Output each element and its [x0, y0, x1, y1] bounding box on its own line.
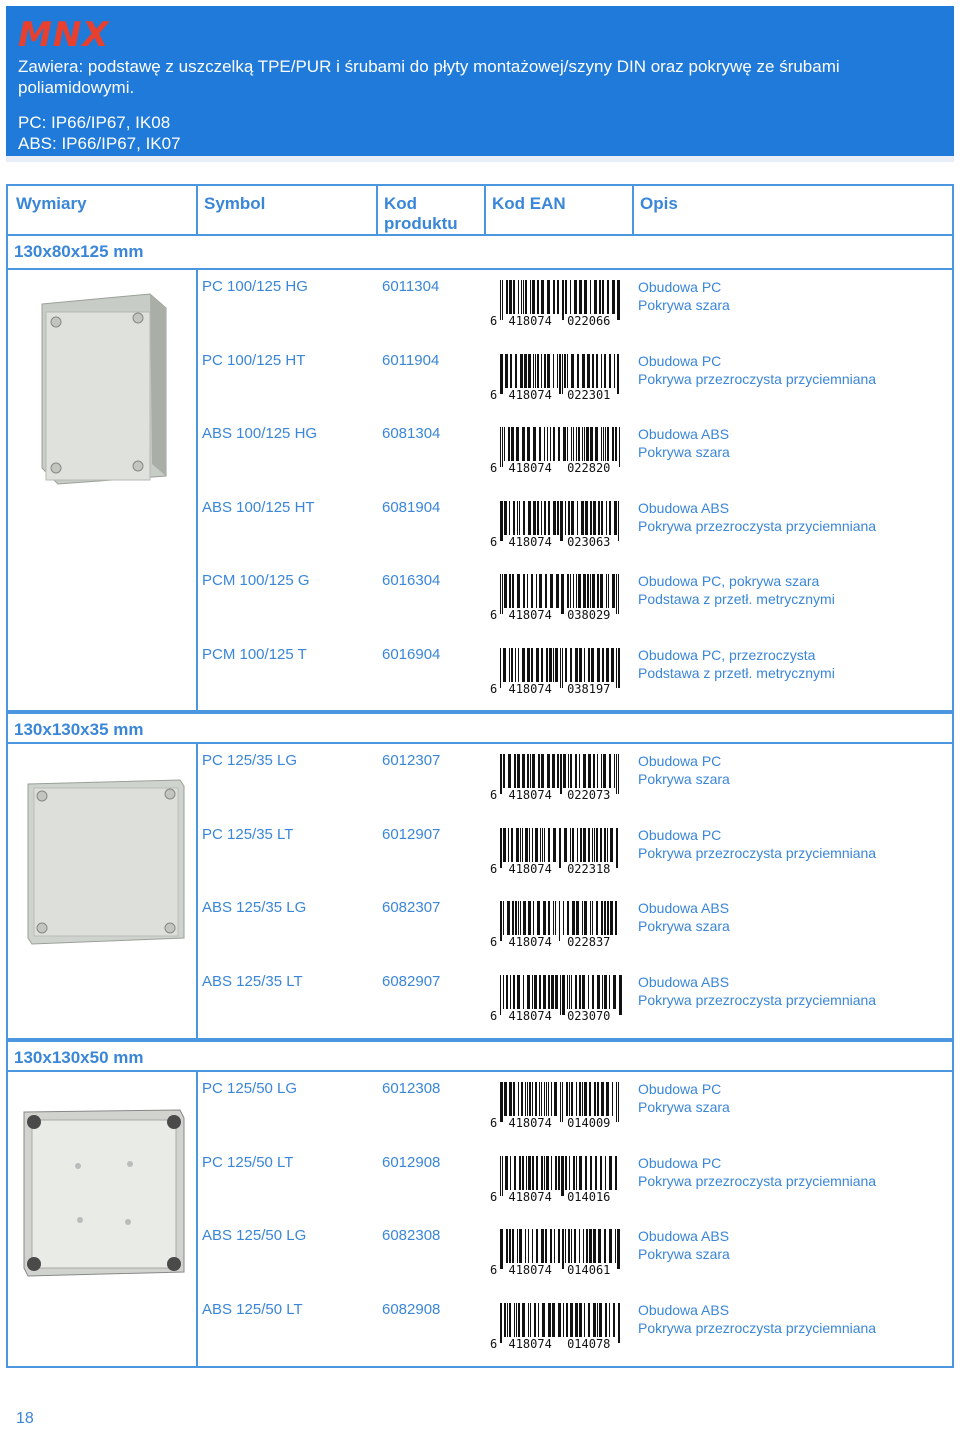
ean-digit-first: 6	[490, 861, 498, 876]
page-number: 18	[16, 1410, 34, 1427]
ean-digits-left: 418074	[508, 1008, 552, 1023]
product-description	[638, 278, 730, 314]
table-row	[196, 417, 952, 491]
ean-digits-left: 418074	[508, 861, 552, 876]
table-row	[196, 744, 952, 818]
product-symbol: ABS 100/125 HG	[202, 425, 318, 443]
ean-barcode	[490, 572, 626, 624]
description-line-2: Pokrywa przezroczysta przyciemniana	[638, 517, 877, 534]
table-row	[196, 965, 952, 1039]
brand-title: MNX	[18, 15, 110, 55]
ean-digits-right: 014078	[567, 1336, 611, 1351]
product-code: 6082907	[382, 972, 441, 990]
column-symbol-label: Symbol	[204, 194, 266, 213]
description-line-2: Pokrywa przezroczysta przyciemniana	[638, 370, 877, 387]
product-symbol: ABS 125/35 LG	[202, 899, 307, 917]
description-line-2: Podstawa z przetł. metrycznymi	[638, 665, 835, 681]
ean-barcode	[490, 352, 626, 404]
column-header-desc	[632, 184, 954, 236]
ean-digit-first: 6	[490, 534, 498, 549]
product-symbol: PCM 100/125 G	[202, 572, 310, 590]
table-row	[196, 491, 952, 565]
product-symbol: PC 125/35 LG	[202, 752, 298, 769]
ean-digit-first: 6	[490, 1116, 498, 1130]
product-description	[638, 826, 876, 862]
table-row	[196, 1293, 952, 1367]
description-line-1: Obudowa PC	[638, 352, 722, 369]
ean-digit-first: 6	[490, 1263, 498, 1278]
column-ean-label: Kod EAN	[492, 194, 566, 213]
description-line-2: Pokrywa szara	[638, 771, 730, 787]
enclosure-flat-image	[24, 778, 188, 946]
ean-digits-right: 022837	[567, 935, 611, 950]
product-code: 6012307	[382, 752, 441, 769]
ean-digit-first: 6	[490, 1336, 498, 1351]
product-symbol: PCM 100/125 T	[202, 646, 307, 663]
product-code: 6082307	[382, 899, 441, 917]
ean-digits-right: 022066	[567, 314, 611, 328]
ean-barcode	[490, 278, 626, 330]
description-line-1: Obudowa ABS	[638, 426, 730, 443]
description-line-1: Obudowa PC	[638, 1154, 722, 1171]
ean-digits-left: 418074	[508, 534, 552, 549]
product-description	[638, 1154, 876, 1190]
ean-digit-first: 6	[490, 1008, 498, 1023]
product-code: 6011304	[382, 278, 440, 295]
ean-digits-right: 023070	[567, 1008, 611, 1023]
table-row	[196, 344, 952, 418]
table-row	[196, 1219, 952, 1293]
column-code-label: Kod produktu	[384, 194, 458, 233]
ean-digit-first: 6	[490, 314, 498, 328]
table-row	[196, 638, 952, 712]
product-description	[638, 646, 835, 682]
description-line-1: Obudowa PC, przezroczysta	[638, 647, 816, 663]
table-row	[196, 818, 952, 892]
ean-barcode	[490, 752, 626, 804]
description-line-1: Obudowa PC, pokrywa szara	[638, 573, 820, 590]
ean-digit-first: 6	[490, 682, 498, 696]
ean-digits-left: 418074	[508, 1336, 552, 1351]
header-banner	[6, 6, 954, 162]
ean-barcode	[490, 1227, 626, 1279]
ean-digit-first: 6	[490, 461, 498, 476]
description-line-1: Obudowa ABS	[638, 1301, 730, 1318]
ean-digit-first: 6	[490, 935, 498, 950]
product-description	[638, 572, 835, 608]
ean-barcode	[490, 1154, 626, 1206]
product-description	[638, 899, 730, 935]
product-description	[638, 1227, 730, 1263]
product-symbol: ABS 100/125 HT	[202, 498, 315, 516]
description-line-1: Obudowa PC	[638, 279, 722, 295]
product-description	[638, 973, 876, 1009]
product-code: 6081304	[382, 425, 441, 443]
description-line-2: Pokrywa szara	[638, 918, 730, 935]
product-description	[638, 499, 876, 535]
ean-barcode	[490, 499, 626, 551]
section-label	[6, 1040, 954, 1072]
description-line-1: Obudowa PC	[638, 826, 722, 843]
product-code: 6082908	[382, 1300, 441, 1318]
ean-digits-left: 418074	[508, 608, 552, 623]
header-line-2: poliamidowymi.	[18, 78, 135, 97]
table-row	[196, 891, 952, 965]
product-code: 6012908	[382, 1153, 441, 1171]
description-line-2: Pokrywa szara	[638, 297, 730, 313]
product-symbol: PC 125/35 LT	[202, 825, 294, 843]
ean-digits-left: 418074	[508, 387, 552, 402]
ean-digits-left: 418074	[508, 1263, 552, 1278]
product-code: 6016904	[382, 646, 441, 663]
description-line-2: Pokrywa przezroczysta przyciemniana	[638, 844, 877, 861]
ean-digits-right: 014061	[567, 1263, 611, 1278]
description-line-1: Obudowa ABS	[638, 973, 730, 990]
column-header-symbol	[196, 184, 378, 236]
product-symbol: PC 100/125 HT	[202, 351, 306, 369]
product-symbol: ABS 125/35 LT	[202, 972, 303, 990]
description-line-1: Obudowa PC	[638, 753, 722, 769]
header-line-4: ABS: IP66/IP67, IK07	[18, 134, 181, 153]
ean-digits-right: 014009	[567, 1116, 611, 1130]
ean-barcode	[490, 425, 626, 477]
ean-barcode	[490, 1080, 626, 1132]
product-code: 6012907	[382, 825, 441, 843]
product-symbol: ABS 125/50 LG	[202, 1227, 307, 1245]
product-symbol: PC 100/125 HG	[202, 278, 308, 295]
product-description	[638, 352, 876, 388]
product-code: 6012308	[382, 1080, 441, 1097]
product-symbol: ABS 125/50 LT	[202, 1300, 303, 1318]
description-line-2: Pokrywa szara	[638, 1099, 730, 1115]
ean-barcode	[490, 973, 626, 1025]
ean-digits-left: 418074	[508, 461, 552, 476]
description-line-1: Obudowa ABS	[638, 499, 730, 516]
column-header-dims	[6, 184, 198, 236]
column-desc-label: Opis	[640, 194, 678, 213]
enclosure-transparent-image	[20, 1108, 188, 1280]
ean-digits-left: 418074	[508, 1116, 552, 1130]
section-label	[6, 712, 954, 744]
ean-digits-right: 022820	[567, 461, 611, 476]
product-code: 6081904	[382, 498, 441, 516]
section-title: 130x80x125 mm	[14, 242, 144, 261]
column-header-ean	[484, 184, 634, 236]
table-row	[196, 1072, 952, 1146]
product-symbol: PC 125/50 LG	[202, 1080, 298, 1097]
product-code: 6082308	[382, 1227, 441, 1245]
table-row	[196, 270, 952, 344]
ean-barcode	[490, 1301, 626, 1353]
product-code: 6011904	[382, 351, 440, 369]
ean-digit-first: 6	[490, 1189, 498, 1204]
description-line-1: Obudowa PC	[638, 1081, 722, 1097]
ean-digits-right: 023063	[567, 534, 611, 549]
section-title: 130x130x35 mm	[14, 720, 144, 739]
description-line-2: Podstawa z przetł. metrycznymi	[638, 591, 835, 608]
ean-digits-left: 418074	[508, 788, 552, 802]
ean-digit-first: 6	[490, 387, 498, 402]
header-line-1: Zawiera: podstawę z uszczelką TPE/PUR i śrubami do płyty montażowej/szyny DIN oraz pokrywę ze śrubami	[18, 57, 840, 76]
product-description	[638, 752, 730, 788]
ean-digits-left: 418074	[508, 1189, 552, 1204]
description-line-1: Obudowa ABS	[638, 1228, 730, 1245]
header-line-3: PC: IP66/IP67, IK08	[18, 113, 171, 132]
ean-barcode	[490, 899, 626, 951]
ean-barcode	[490, 826, 626, 878]
ean-barcode	[490, 646, 626, 698]
description-line-1: Obudowa ABS	[638, 900, 730, 917]
column-header-code	[376, 184, 486, 236]
description-line-2: Pokrywa szara	[638, 444, 730, 461]
ean-digits-left: 418074	[508, 682, 552, 696]
description-line-2: Pokrywa przezroczysta przyciemniana	[638, 991, 877, 1008]
description-line-2: Pokrywa szara	[638, 1246, 730, 1263]
table-row	[196, 564, 952, 638]
enclosure-tall-image	[34, 288, 174, 488]
product-description	[638, 425, 730, 461]
ean-digits-left: 418074	[508, 314, 552, 328]
section-title: 130x130x50 mm	[14, 1048, 144, 1067]
section-label	[6, 236, 954, 268]
ean-digits-right: 022073	[567, 788, 611, 802]
ean-digit-first: 6	[490, 608, 498, 623]
ean-digits-right: 022301	[567, 387, 611, 402]
description-line-2: Pokrywa przezroczysta przyciemniana	[638, 1319, 877, 1336]
product-description	[638, 1080, 730, 1116]
ean-digits-right: 038029	[567, 608, 611, 623]
ean-digits-left: 418074	[508, 935, 552, 950]
ean-digits-right: 038197	[567, 682, 611, 696]
product-code: 6016304	[382, 572, 441, 590]
ean-digits-right: 022318	[567, 861, 611, 876]
product-description	[638, 1301, 876, 1337]
column-dims-label: Wymiary	[16, 194, 87, 213]
product-symbol: PC 125/50 LT	[202, 1153, 294, 1171]
ean-digit-first: 6	[490, 788, 498, 802]
ean-digits-right: 014016	[567, 1189, 611, 1204]
table-row	[196, 1146, 952, 1220]
description-line-2: Pokrywa przezroczysta przyciemniana	[638, 1172, 877, 1189]
